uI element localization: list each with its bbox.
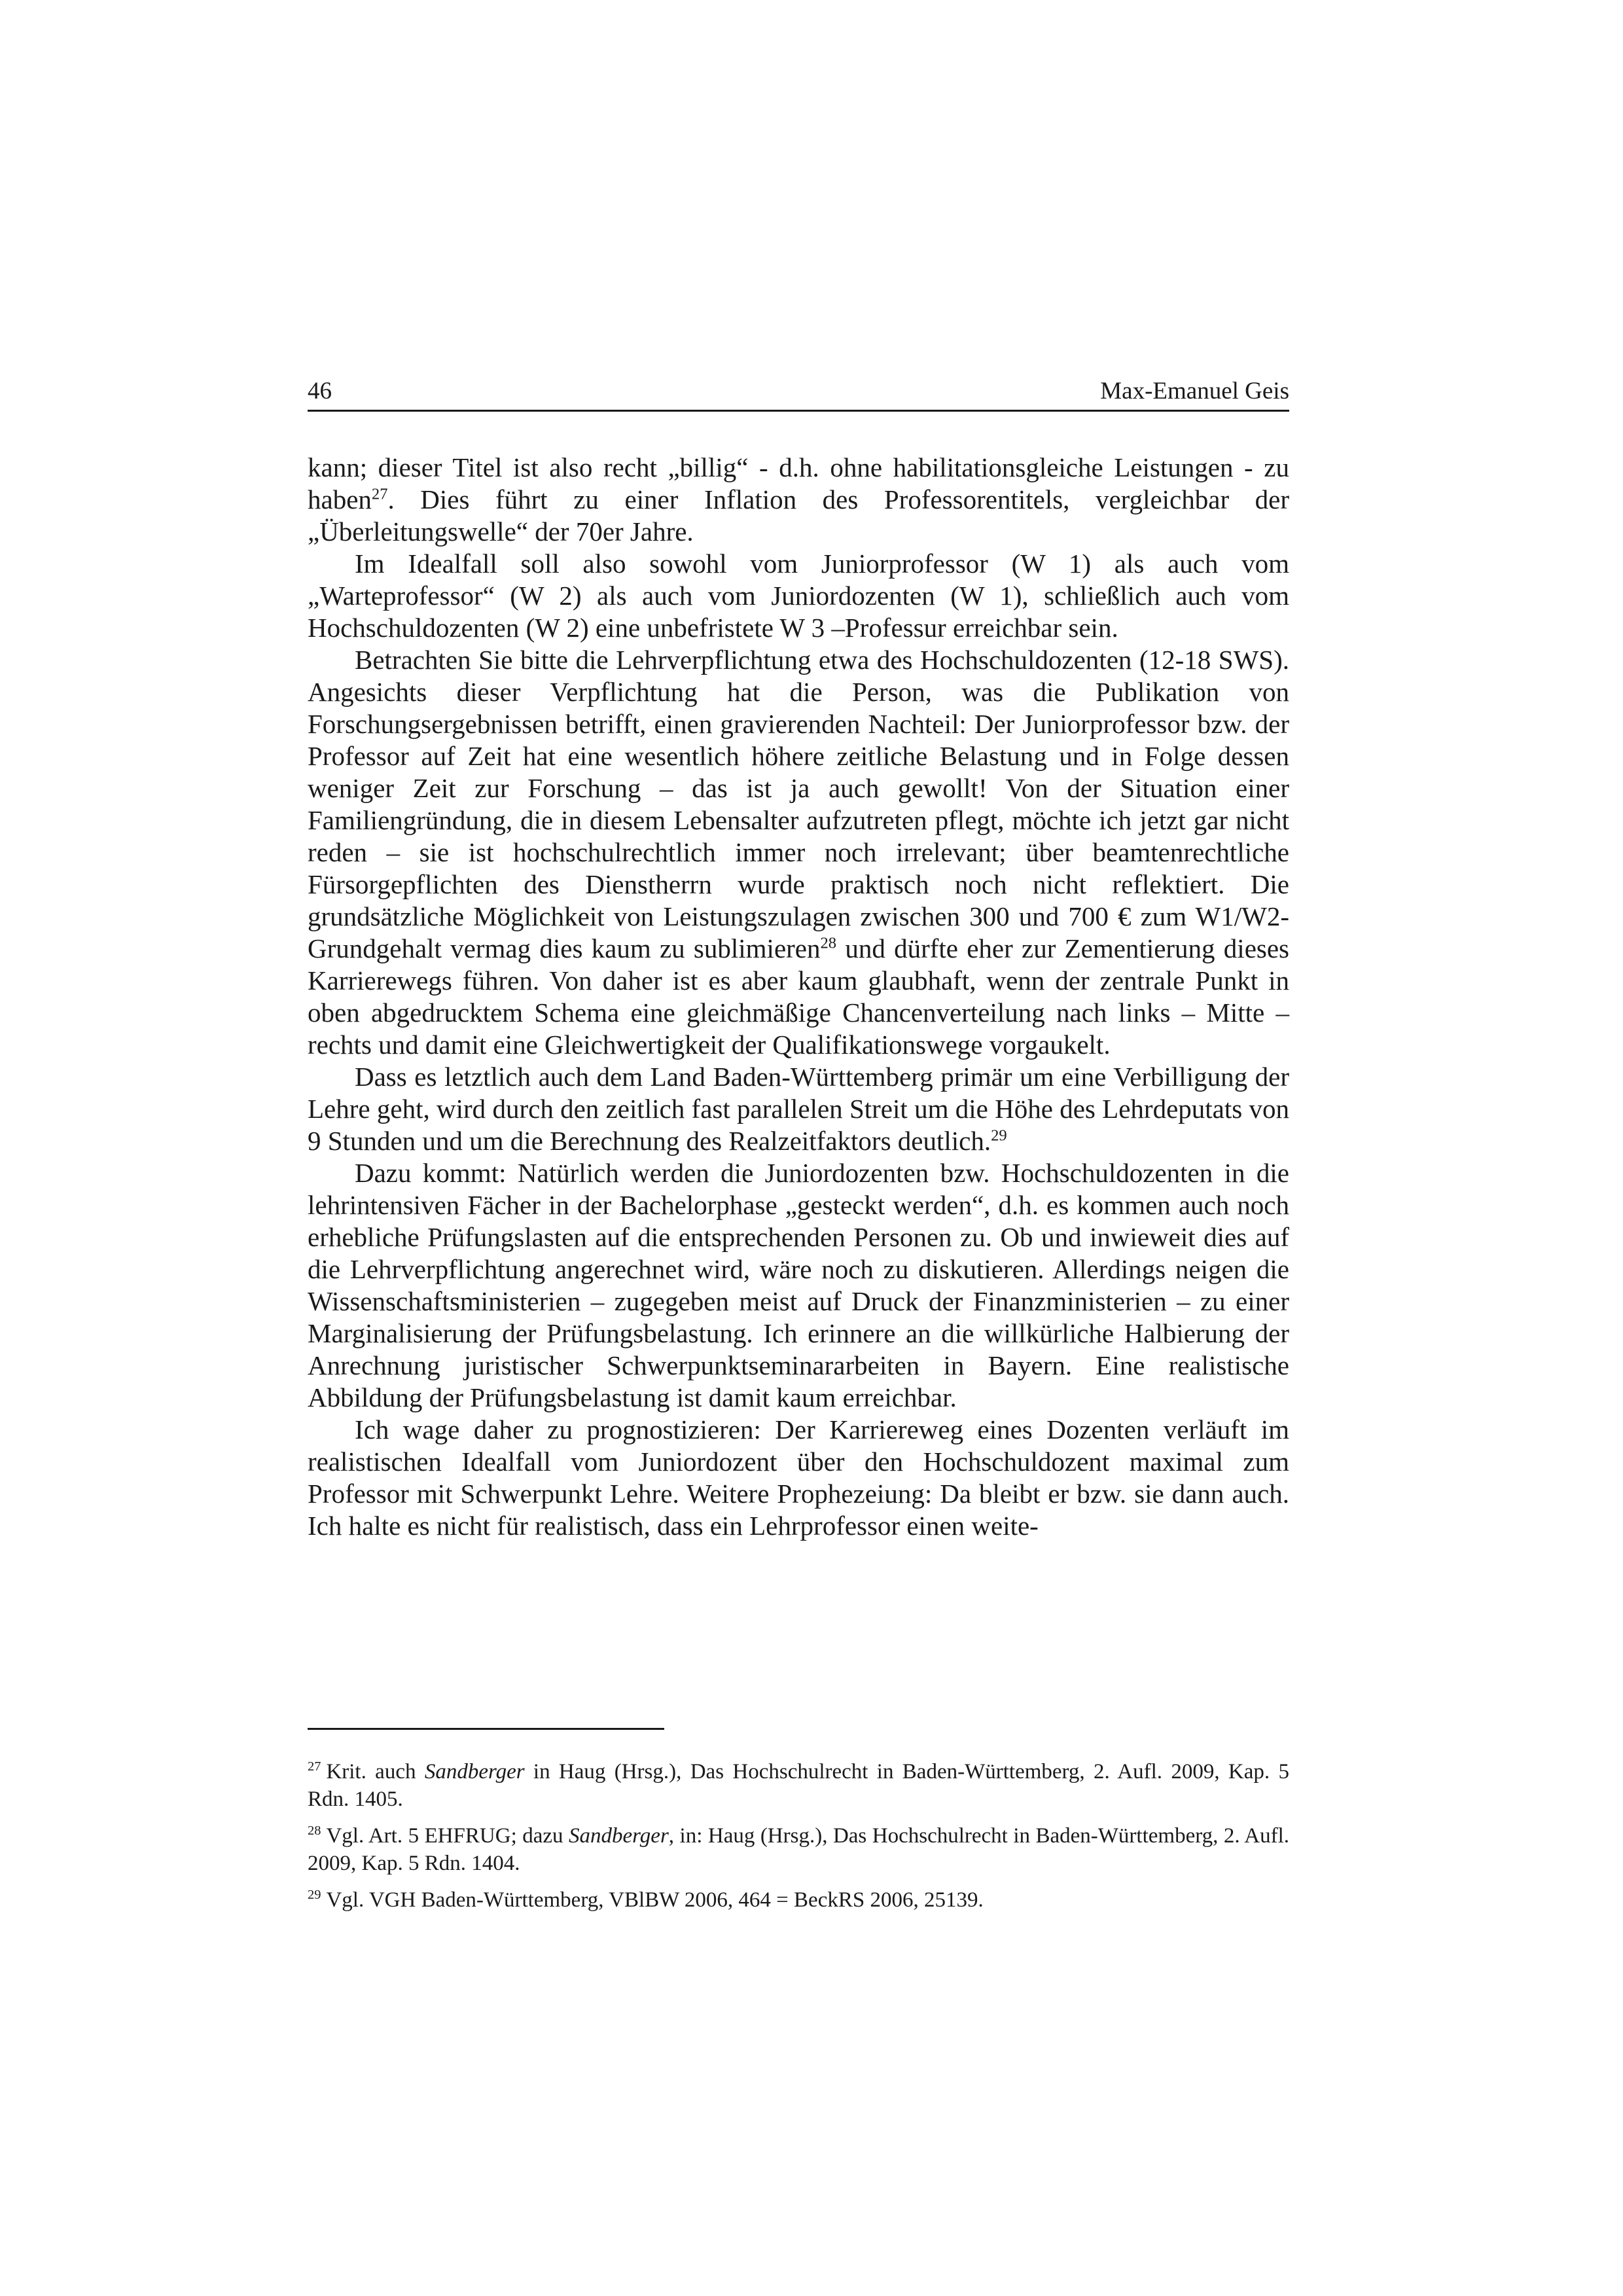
paragraph-2: Im Idealfall soll also sowohl vom Juniorprofessor (W 1) als auch vom „Warteprofessor“ (W 2) als auch vom Juniordozenten (W 1), schließlich auch vom Hochschuldozenten (W 2) eine unbefristete W 3 –Professur erreichbar sein. [308,548,1289,643]
footnote-number: 28 [308,1823,321,1838]
footnote-author: Sandberger [569,1824,669,1848]
paragraph-3-text: Betrachten Sie bitte die Lehrverpflichtung etwa des Hochschuldozenten (12-18 SWS). Angesichts dieser Verpflichtung hat die Person, was die Publikation von Forschungsergebnissen betrifft, einen gravierenden Nachteil: Der Juniorprofessor bzw. der Professor auf Zeit hat eine wesentlich höhere zeitliche Belastung und in Folge dessen weniger Zeit zur Forschung – das ist ja auch gewollt! Von der Situation einer Familiengründung, die in diesem Lebensalter aufzutreten pflegt, möchte ich jetzt gar nicht reden – sie ist hochschulrechtlich immer noch irrelevant; über beamtenrechtliche Fürsorgepflichten des Dienstherrn wurde praktisch noch nicht reflektiert. Die grundsätzliche Möglichkeit von Leistungszulagen zwischen 300 und 700 € zum W1/W2-Grundgehalt vermag dies kaum zu sublimieren [308,645,1289,963]
footnote-text-cont: in Haug (Hrsg.), Das Hochschulrecht in Baden-Württemberg, 2. Aufl. 2009, Kap. 5 Rdn. 1405. [308,1760,1289,1811]
footnote-27 [308,1758,1289,1813]
paragraph-4-text: Dass es letztlich auch dem Land Baden-Württemberg primär um eine Verbilligung der Lehre geht, wird durch den zeitlich fast parallelen Streit um die Höhe des Lehrdeputats von 9 Stunden und um die Berechnung des Realzeitfaktors deutlich. [308,1062,1289,1156]
paragraph-6: Ich wage daher zu prognostizieren: Der Karriereweg eines Dozenten verläuft im realistischen Idealfall vom Juniordozent über den Hochschuldozent maximal zum Professor mit Schwerpunkt Lehre. Weitere Prophezeiung: Da bleibt er bzw. sie dann auch. Ich halte es nicht für realistisch, dass ein Lehrprofessor einen weite- [308,1414,1289,1541]
paragraph-5: Dazu kommt: Natürlich werden die Juniordozenten bzw. Hochschuldozenten in die lehrintensiven Fächer in der Bachelorphase „gesteckt werden“, d.h. es kommen auch noch erhebliche Prüfungslasten auf die entsprechenden Personen zu. Ob und inwieweit dies auf die Lehrverpflichtung angerechnet wird, wäre noch zu diskutieren. Allerdings neigen die Wissenschaftsministerien – zugegeben meist auf Druck der Finanzministerien – zu einer Marginalisierung der Prüfungsbelastung. Ich erinnere an die willkürliche Halbierung der Anrechnung juristischer Schwerpunktseminararbeiten in Bayern. Eine realistische Abbildung der Prüfungsbelastung ist damit kaum erreichbar. [308,1158,1289,1412]
running-header-author: Max-Emanuel Geis [1100,378,1289,404]
body-text [308,452,1289,1542]
footnote-number: 27 [308,1759,321,1774]
footnote-ref-28[interactable]: 28 [820,934,837,952]
paragraph-3-text-cont: und dürfte eher zur Zementierung dieses Karrierewegs führen. Von daher ist es aber kaum glaubhaft, wenn der zentrale Punkt in oben abgedrucktem Schema eine gleichmäßige Chancenverteilung nach links – Mitte – rechts und damit eine Gleichwertigkeit der Qualifikationswege vorgaukelt. [308,933,1290,1060]
paragraph-3 [308,644,1289,1061]
footnote-ref-29[interactable]: 29 [991,1126,1007,1145]
footnote-text-cont: , in: Haug (Hrsg.), Das Hochschulrecht in Baden-Württemberg, 2. Aufl. 2009, Kap. 5 Rdn. 1404. [308,1824,1290,1875]
paragraph-1-text: kann; dieser Titel ist also recht „billig“ - d.h. ohne habilitationsgleiche Leistungen - zu haben [308,452,1289,514]
footnote-separator [308,1728,664,1730]
footnote-28 [308,1822,1289,1877]
footnote-number: 29 [308,1888,321,1902]
paragraph-1-text-cont: . Dies führt zu einer Inflation des Professorentitels, vergleichbar der „Überleitungswelle“ der 70er Jahre. [308,484,1289,547]
footnote-text: Krit. auch [326,1760,425,1784]
footnote-author: Sandberger [424,1760,525,1784]
page-header [308,373,1289,412]
footnote-ref-27[interactable]: 27 [371,485,388,503]
page-number: 46 [308,378,332,404]
paragraph-1 [308,452,1289,548]
footnote-text: Vgl. Art. 5 EHFRUG; dazu [326,1824,569,1848]
footnote-29 [308,1886,1289,1914]
paragraph-4 [308,1061,1289,1157]
footnotes [308,1758,1289,1923]
footnote-text: Vgl. VGH Baden-Württemberg, VBlBW 2006, 464 = BeckRS 2006, 25139. [326,1888,984,1912]
